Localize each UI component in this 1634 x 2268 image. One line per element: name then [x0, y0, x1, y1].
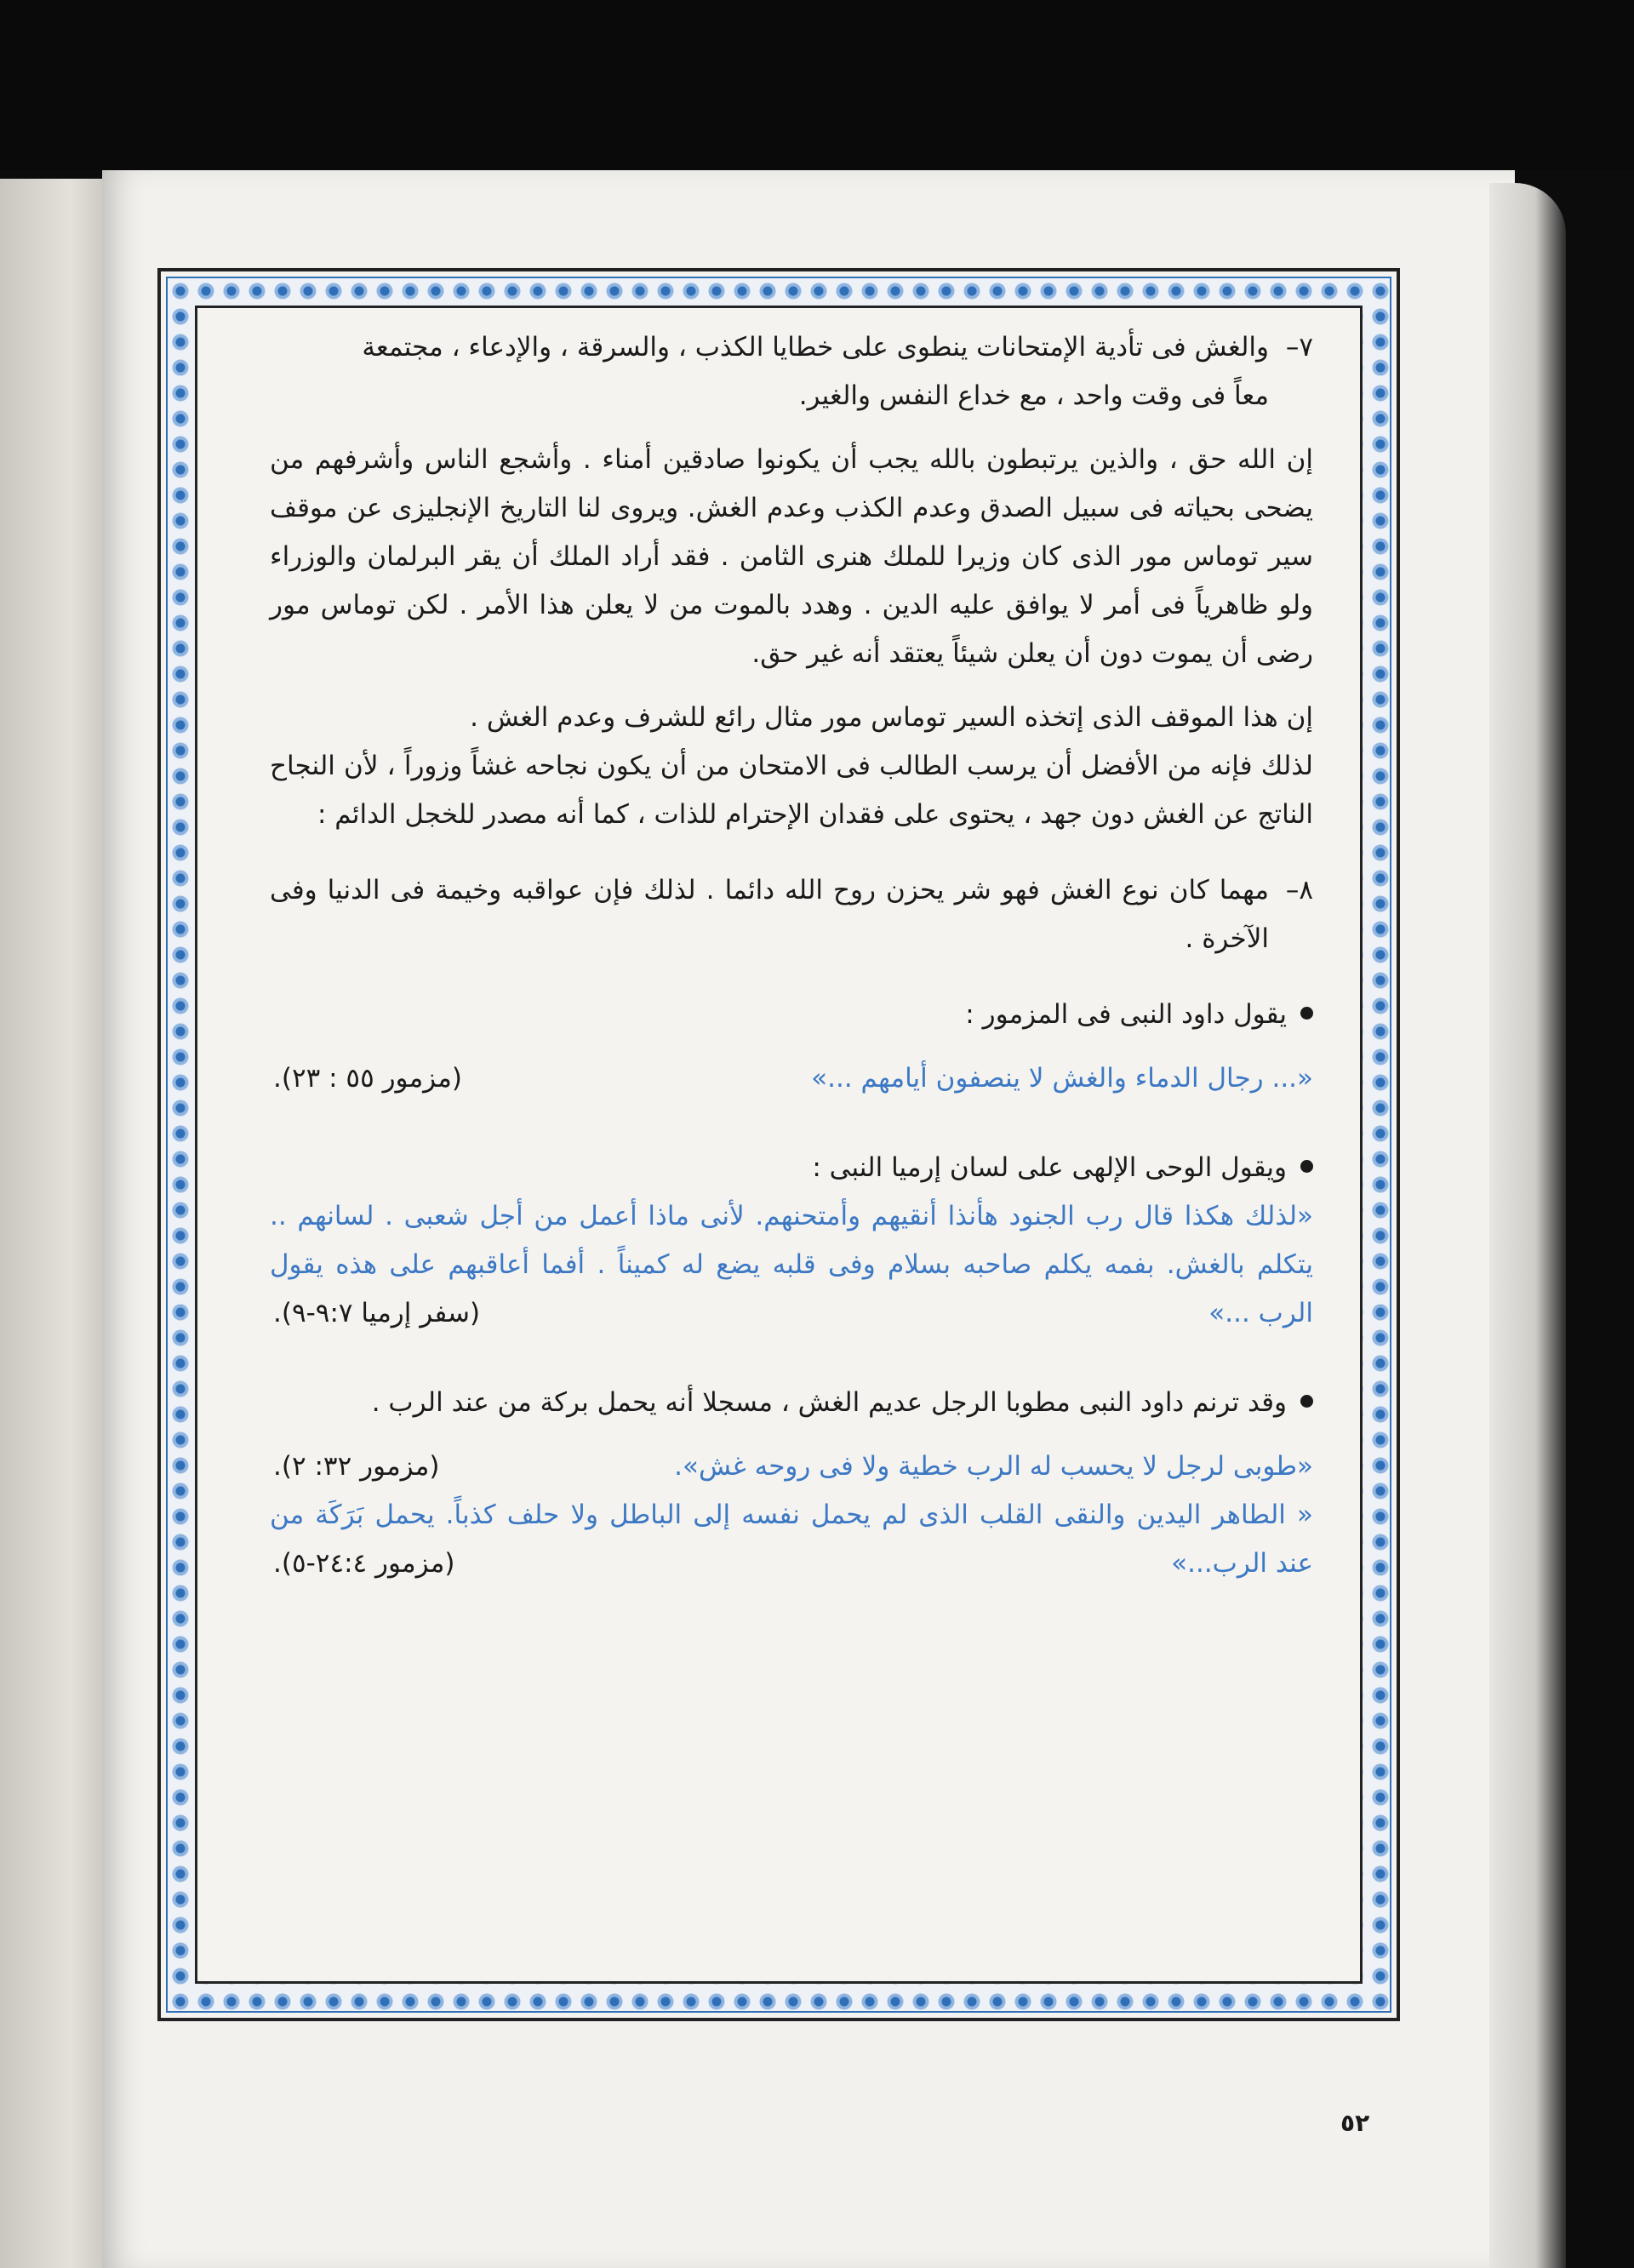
bullet-icon	[1300, 1007, 1313, 1020]
decorative-frame	[157, 268, 1400, 2021]
bullet-text: يقول داود النبى فى المزمور :	[965, 999, 1287, 1030]
text-panel	[195, 306, 1363, 1984]
quote-text: «طوبى لرجل لا يحسب له الرب خطية ولا فى روحه غش».	[674, 1451, 1313, 1482]
scripture-reference: (مزمور ٢٤:٤-٥).	[273, 1548, 455, 1579]
scripture-reference: (مزمور ٥٥ : ٢٣).	[273, 1063, 462, 1094]
page-content	[270, 323, 1313, 1588]
item-text-line: معاً فى وقت واحد ، مع خداع النفس والغير.	[798, 380, 1269, 411]
paragraph: إن هذا الموقف الذى إتخذه السير توماس مور مثال رائع للشرف وعدم الغش .	[470, 702, 1313, 733]
item-text: مهما كان نوع الغش فهو شر يحزن روح الله دائما . لذلك فإن عواقبه وخيمة فى الدنيا وفى الآخرة .	[270, 875, 1269, 954]
scripture-quote	[270, 1442, 1313, 1491]
item-number: ٨–	[1285, 875, 1313, 905]
bullet-text: ويقول الوحى الإلهى على لسان إرميا النبى :	[812, 1152, 1287, 1183]
scripture-reference: (مزمور ٣٢: ٢).	[273, 1451, 440, 1482]
item-number: ٧–	[1285, 332, 1313, 363]
right-page-edge	[1489, 183, 1566, 2268]
scan-background	[0, 0, 1634, 170]
quote-text: «لذلك هكذا قال رب الجنود هأنذا أنقيهم وأمتحنهم. لأنى ماذا أعمل من أجل شعبى . لسانهم .. يتكلم بالغش. بفمه يكلم صاحبه بسلام وفى قلبه يضع له كميناً . أفما أعاقبهم على هذه يقول الرب ...»	[270, 1201, 1313, 1328]
scripture-quote	[270, 1054, 1313, 1103]
bullet-item	[270, 991, 1313, 1039]
scripture-quote	[270, 1192, 1313, 1338]
numbered-item-8	[270, 866, 1313, 963]
page-number: ٥٢	[1340, 2109, 1370, 2137]
paragraph: إن الله حق ، والذين يرتبطون بالله يجب أن يكونوا صادقين أمناء . وأشجع الناس وأشرفهم من يضحى بحياته فى سبيل الصدق وعدم الكذب وعدم الغش. ويروى لنا التاريخ الإنجليزى عن موقف سير توماس مور الذى كان وزيرا للملك هنرى الثامن . فقد أراد الملك أن يقر البرلمان والوزراء ولو ظاهرياً فى أمر لا يوافق عليه الدين . وهدد بالموت من لا يعلن هذا الأمر . لكن توماس مور رضى أن يموت دون أن يعلن شيئاً يعتقد أنه غير حق.	[270, 444, 1313, 669]
bullet-icon	[1300, 1160, 1313, 1173]
quote-text: «... رجال الدماء والغش لا ينصفون أيامهم ...»	[811, 1063, 1313, 1094]
bullet-icon	[1300, 1395, 1313, 1408]
numbered-item-7	[270, 323, 1313, 420]
item-text-line: والغش فى تأدية الإمتحانات ينطوى على خطايا الكذب ، والسرقة ، والإدعاء ، مجتمعة	[362, 332, 1269, 363]
bullet-item	[270, 1379, 1313, 1427]
scripture-quote	[270, 1491, 1313, 1588]
scripture-reference: (سفر إرميا ٩:٧-٩).	[273, 1298, 481, 1328]
bullet-item	[270, 1144, 1313, 1192]
bullet-text: وقد ترنم داود النبى مطوبا الرجل عديم الغش ، مسجلا أنه يحمل بركة من عند الرب .	[371, 1387, 1287, 1418]
quote-text: « الطاهر اليدين والنقى القلب الذى لم يحمل نفسه إلى الباطل ولا حلف كذباً. يحمل بَرَكَة من عند الرب...»	[270, 1500, 1313, 1579]
paragraph: لذلك فإنه من الأفضل أن يرسب الطالب فى الامتحان من أن يكون نجاحه غشاً وزوراً ، لأن النجاح الناتج عن الغش دون جهد ، يحتوى على فقدان الإحترام للذات ، كما أنه مصدر للخجل الدائم :	[270, 751, 1313, 830]
